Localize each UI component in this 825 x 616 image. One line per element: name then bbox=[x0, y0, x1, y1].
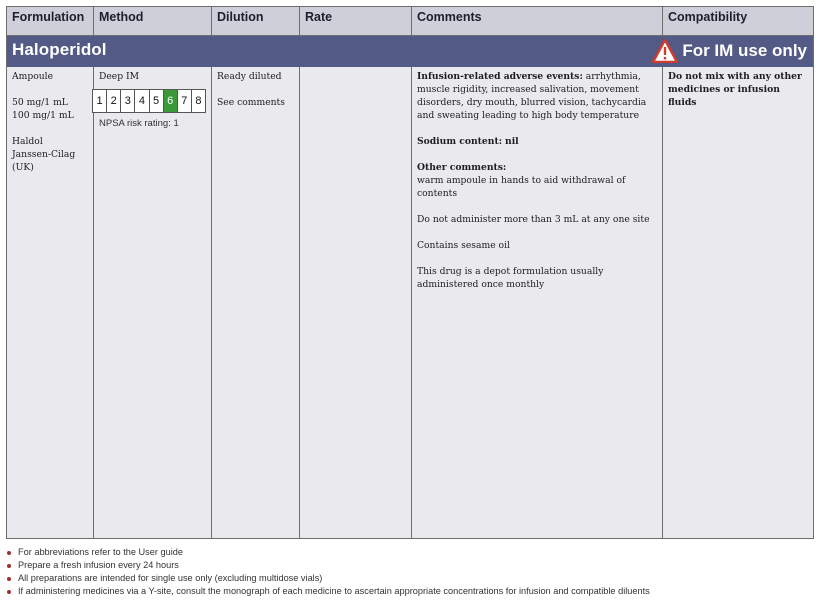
footer-note bbox=[6, 572, 814, 585]
sodium-content-value: nil bbox=[505, 136, 519, 147]
bullet-icon bbox=[7, 564, 11, 568]
monograph-table bbox=[6, 6, 814, 539]
column-divider bbox=[93, 67, 94, 538]
header-method: Method bbox=[99, 10, 144, 24]
column-divider bbox=[299, 67, 300, 538]
footer-note bbox=[6, 559, 814, 572]
footer-note bbox=[6, 546, 814, 559]
sodium-content-heading: Sodium content: bbox=[417, 136, 503, 147]
column-divider bbox=[211, 67, 212, 538]
sesame-oil-note: Contains sesame oil bbox=[417, 240, 510, 251]
route-label: For IM use only bbox=[682, 41, 807, 60]
bullet-icon bbox=[7, 577, 11, 581]
bullet-icon bbox=[7, 551, 11, 555]
footer-note bbox=[6, 585, 814, 598]
dilution-status: Ready diluted bbox=[217, 71, 282, 82]
risk-box-2: 2 bbox=[106, 89, 121, 113]
adverse-events-paragraph bbox=[417, 70, 657, 122]
footer-notes bbox=[6, 546, 814, 598]
drug-name: Haloperidol bbox=[12, 40, 107, 59]
drug-title-band bbox=[7, 36, 813, 67]
formulation-cell bbox=[7, 67, 93, 190]
risk-scale bbox=[93, 89, 206, 113]
header-compatibility: Compatibility bbox=[668, 10, 748, 24]
header-dilution: Dilution bbox=[217, 10, 264, 24]
risk-box-7: 7 bbox=[177, 89, 192, 113]
column-divider bbox=[662, 67, 663, 538]
sodium-content-paragraph bbox=[417, 135, 657, 148]
adverse-events-text: arrhythmia, muscle rigidity, increased salivation, movement disorders, dry mouth, blurred vision, tachycardia and sweating leading to high body temperature bbox=[417, 71, 647, 121]
header-formulation: Formulation bbox=[12, 10, 85, 24]
comments-cell bbox=[412, 67, 662, 307]
formulation-type: Ampoule bbox=[12, 71, 54, 82]
footer-note-text: If administering medicines via a Y-site, consult the monograph of each medicine to ascertain appropriate concentrations for infusion and compatible diluents bbox=[18, 586, 650, 596]
header-rate: Rate bbox=[305, 10, 333, 24]
other-comments-paragraph bbox=[417, 161, 657, 200]
formulation-brand: Haldol Janssen-Cilag (UK) bbox=[12, 136, 76, 173]
method-cell bbox=[94, 67, 211, 133]
other-comments-text: warm ampoule in hands to aid withdrawal of contents bbox=[417, 175, 626, 199]
compatibility-cell: Do not mix with any other medicines or infusion fluids bbox=[668, 71, 802, 108]
footer-note-text: Prepare a fresh infusion every 24 hours bbox=[18, 560, 179, 570]
risk-box-8: 8 bbox=[191, 89, 206, 113]
npsa-risk-rating: NPSA risk rating: 1 bbox=[99, 118, 179, 129]
risk-box-1: 1 bbox=[92, 89, 107, 113]
footer-note-text: For abbreviations refer to the User guide bbox=[18, 547, 183, 557]
risk-box-3: 3 bbox=[120, 89, 135, 113]
adverse-events-heading: Infusion-related adverse events: bbox=[417, 71, 583, 82]
rate-cell bbox=[300, 67, 411, 73]
footer-note-text: All preparations are intended for single use only (excluding multidose vials) bbox=[18, 573, 323, 583]
depot-note: This drug is a depot formulation usually administered once monthly bbox=[417, 266, 604, 290]
table-header-row bbox=[7, 7, 813, 36]
risk-box-6-selected: 6 bbox=[163, 89, 178, 113]
table-body bbox=[7, 67, 813, 538]
risk-box-5: 5 bbox=[149, 89, 164, 113]
formulation-strengths: 50 mg/1 mL 100 mg/1 mL bbox=[12, 97, 74, 121]
header-comments: Comments bbox=[417, 10, 482, 24]
warning-triangle-icon bbox=[652, 39, 678, 63]
other-comments-heading: Other comments: bbox=[417, 162, 507, 173]
bullet-icon bbox=[7, 590, 11, 594]
dilution-see-comments: See comments bbox=[217, 97, 285, 108]
site-volume-note: Do not administer more than 3 mL at any one site bbox=[417, 214, 650, 225]
method-route: Deep IM bbox=[99, 71, 140, 82]
dilution-cell bbox=[212, 67, 299, 125]
risk-box-4: 4 bbox=[134, 89, 149, 113]
